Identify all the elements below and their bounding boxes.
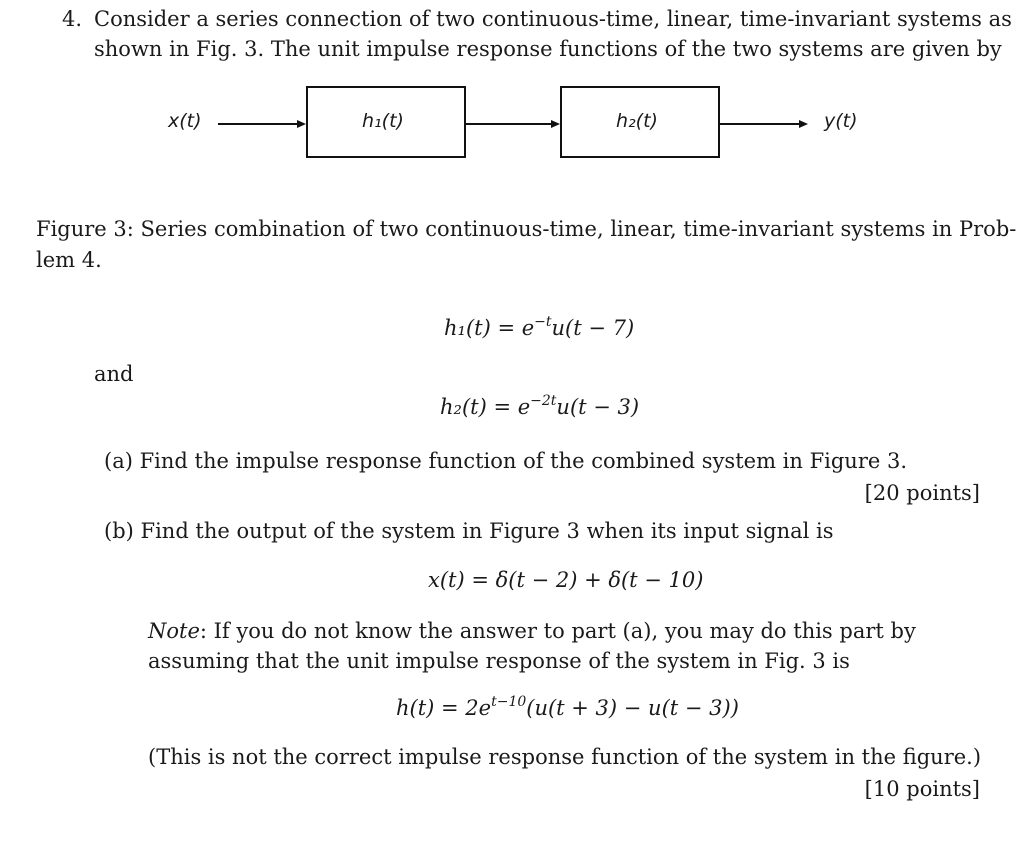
- middle-arrowhead: [551, 120, 560, 128]
- input-signal-equation: x(t) = δ(t − 2) + δ(t − 10): [428, 568, 704, 592]
- disclaimer-text: (This is not the correct impulse response function of the system in the figure.): [148, 745, 982, 769]
- equation-h2-exponent: −2t: [530, 393, 557, 409]
- alternate-h-lhs: h(t) = 2e: [396, 696, 492, 720]
- system-block-h2-label: h₂(t): [616, 110, 658, 132]
- system-block-h1-label: h₁(t): [362, 110, 404, 132]
- equation-h1-exponent: −t: [534, 314, 552, 330]
- alternate-h-rhs: (u(t + 3) − u(t − 3)): [526, 696, 739, 720]
- problem-intro-line-2: shown in Fig. 3. The unit impulse response functions of the two systems are given by: [94, 37, 1002, 61]
- output-arrow-line: [720, 123, 800, 125]
- part-b-question: (b) Find the output of the system in Figure 3 when its input signal is: [104, 519, 834, 543]
- problem-intro-line-1: Consider a series connection of two continuous-time, linear, time-invariant systems as: [94, 7, 1012, 31]
- equation-h2-lhs: h₂(t) = e: [440, 395, 531, 419]
- alternate-impulse-response-equation: [396, 696, 739, 720]
- equation-h1-lhs: h₁(t) = e: [444, 316, 535, 340]
- input-arrowhead: [297, 120, 306, 128]
- note-text-line-1: : If you do not know the answer to part (a), you may do this part by: [199, 619, 916, 643]
- input-arrow-line: [218, 123, 298, 125]
- figure-caption-line-2: lem 4.: [36, 248, 102, 272]
- input-signal-label: x(t): [168, 110, 202, 132]
- equation-h2: [440, 395, 639, 419]
- output-arrowhead: [799, 120, 808, 128]
- alternate-h-exponent: t−10: [491, 694, 527, 710]
- part-a-question: (a) Find the impulse response function of the combined system in Figure 3.: [104, 449, 908, 473]
- note-line-1: [148, 616, 916, 646]
- note-line-2: assuming that the unit impulse response of the system in Fig. 3 is: [148, 649, 850, 673]
- block-diagram: [0, 0, 1024, 170]
- part-b-points: [10 points]: [864, 777, 980, 801]
- figure-caption-line-1: Figure 3: Series combination of two continuous-time, linear, time-invariant systems in Prob-: [36, 217, 1017, 241]
- output-signal-label: y(t): [824, 110, 858, 132]
- equation-h1: [444, 316, 634, 340]
- equation-h2-rhs: u(t − 3): [556, 395, 640, 419]
- note-label: Note: [148, 619, 200, 643]
- equation-h1-rhs: u(t − 7): [551, 316, 635, 340]
- part-a-points: [20 points]: [864, 481, 980, 505]
- problem-number: 4.: [62, 7, 83, 31]
- and-word: and: [94, 362, 134, 386]
- middle-arrow-line: [466, 123, 552, 125]
